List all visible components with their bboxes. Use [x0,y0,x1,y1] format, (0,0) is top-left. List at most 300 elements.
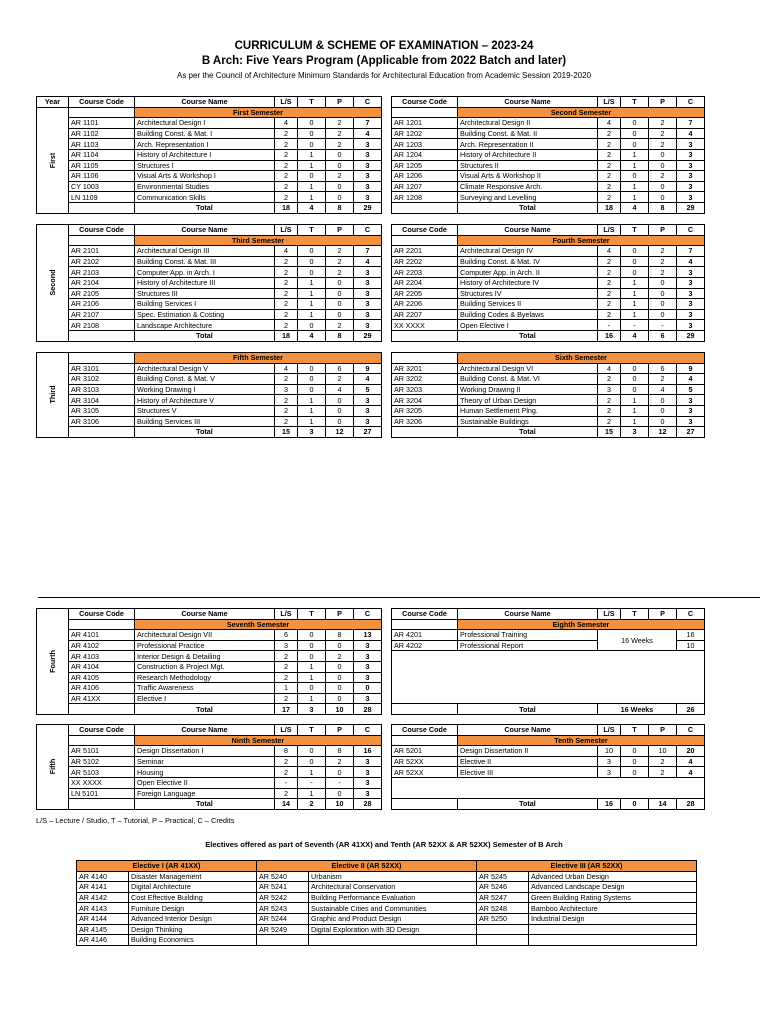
credit-cell: 3 [677,416,705,427]
credit-cell: 2 [275,149,298,160]
credit-cell: 0 [621,171,649,182]
empty-cell [392,427,458,438]
credit-cell: - [598,320,621,331]
empty-cell [392,788,705,799]
table-row [37,309,705,320]
table-row [37,171,705,182]
table-row [37,788,705,799]
course-name: Structures II [458,160,598,171]
gap-cell [382,416,392,427]
table-row [77,924,697,935]
credit-cell: 0 [298,267,326,278]
course-code: AR 4202 [392,640,458,651]
column-header: Course Name [135,97,275,108]
credit-cell: 4 [677,767,705,778]
course-code: AR 1203 [392,139,458,150]
column-header: Course Name [458,225,598,236]
credit-cell: 0 [326,181,354,192]
gap-cell [382,683,392,694]
gap-cell [382,160,392,171]
empty-cell [69,704,135,715]
total-value: 3 [621,427,649,438]
credit-cell: 1 [298,693,326,704]
gap-cell [382,149,392,160]
table-row [37,661,705,672]
credit-cell: 0 [621,246,649,257]
credit-cell: 0 [298,256,326,267]
credit-cell: 2 [275,309,298,320]
column-header: Course Code [392,725,458,736]
credit-cell: 0 [326,192,354,203]
course-name: Architectural Design I [135,118,275,129]
credit-cell: 2 [598,416,621,427]
credit-cell: 1 [298,767,326,778]
credit-cell: 3 [354,299,382,310]
credit-cell: 0 [298,118,326,129]
total-value: 4 [621,202,649,213]
course-code: AR 1105 [69,160,135,171]
credit-cell: 0 [326,416,354,427]
course-name: Building Const. & Mat. VI [458,374,598,385]
table-row [37,630,705,641]
course-name: Spec. Estimation & Costing [135,309,275,320]
credit-cell: 2 [598,128,621,139]
credit-cell: 1 [621,181,649,192]
credit-cell: 2 [275,160,298,171]
credit-cell: 3 [354,160,382,171]
empty-cell [69,353,135,364]
elective-code: AR 4144 [77,913,129,924]
elective-name: Digital Architecture [129,882,257,893]
credit-cell: 3 [598,767,621,778]
credit-cell: 0 [326,160,354,171]
total-value: 3 [298,704,326,715]
elective-code: AR 4143 [77,903,129,914]
elective-group-header: Elective III (AR 52XX) [477,861,697,872]
total-label: Total [458,704,598,715]
table-row [37,118,705,129]
credit-cell: 3 [354,405,382,416]
course-code: AR 4105 [69,672,135,683]
empty-cell [392,799,458,810]
credit-cell: 2 [275,374,298,385]
empty-cell [392,704,458,715]
total-value: 6 [649,330,677,341]
total-label: Total [458,330,598,341]
table-row [77,903,697,914]
credit-cell: 4 [354,256,382,267]
column-header: Course Code [392,97,458,108]
empty-cell [392,330,458,341]
column-header: P [326,725,354,736]
gap-cell [382,756,392,767]
total-value: 8 [649,202,677,213]
gap-cell [382,309,392,320]
total-value: 28 [354,799,382,810]
credit-cell: 2 [275,288,298,299]
credit-cell: 7 [354,118,382,129]
semester-title: First Semester [135,107,382,118]
credit-cell: 2 [326,128,354,139]
credit-cell: 2 [326,651,354,662]
column-header: L/S [598,225,621,236]
credit-cell: 1 [298,277,326,288]
total-value: 29 [677,330,705,341]
gap-cell [382,171,392,182]
credit-cell: 0 [326,309,354,320]
year-label: Third [48,385,57,404]
empty-cell [69,107,135,118]
credit-cell: 2 [598,277,621,288]
course-name: Professional Training [458,630,598,641]
course-name: Building Const. & Mat. III [135,256,275,267]
column-header: C [354,225,382,236]
credit-cell: 2 [275,416,298,427]
total-row [37,427,705,438]
course-name: Structures IV [458,288,598,299]
table-row [37,128,705,139]
credit-cell: 1 [621,277,649,288]
course-name: Building Const. & Mat. I [135,128,275,139]
column-header: T [621,225,649,236]
year-cell [37,609,69,715]
credit-cell: 0 [326,693,354,704]
credit-cell: 0 [326,405,354,416]
credit-cell: 2 [275,395,298,406]
gap-cell [382,246,392,257]
weeks-cell: 16 Weeks [598,630,677,651]
gap-cell [382,267,392,278]
course-name: Building Const. & Mat. V [135,374,275,385]
gap-cell [382,118,392,129]
credit-cell: 3 [354,171,382,182]
credit-cell: 3 [677,288,705,299]
credit-cell: 2 [275,267,298,278]
table-row [37,299,705,310]
elective-group-header: Elective I (AR 41XX) [77,861,257,872]
credit-cell: 2 [275,171,298,182]
credit-cell: 2 [649,118,677,129]
credit-cell: 4 [598,363,621,374]
table-row [37,320,705,331]
table-row [37,746,705,757]
credit-cell: 1 [298,309,326,320]
elective-name: Advanced Interior Design [129,913,257,924]
course-code: AR 3201 [392,363,458,374]
credit-cell: 2 [598,160,621,171]
total-label: Total [135,427,275,438]
credit-cell: 0 [326,299,354,310]
credit-cell: 1 [298,405,326,416]
credit-cell: 0 [621,139,649,150]
elective-name: Design Thinking [129,924,257,935]
credit-cell: 0 [649,181,677,192]
course-name: Human Settlement Plng. [458,405,598,416]
credit-cell: 3 [275,384,298,395]
credit-cell: 0 [326,277,354,288]
credit-cell: 2 [275,299,298,310]
credit-cell: 2 [275,256,298,267]
credit-cell: 1 [298,788,326,799]
column-header: Course Name [458,725,598,736]
table-row [37,288,705,299]
credit-cell: 0 [649,309,677,320]
course-name: Sustainable Buildings [458,416,598,427]
column-header: Course Name [135,225,275,236]
empty-cell [392,651,705,662]
credit-cell: 0 [621,767,649,778]
total-value: 27 [677,427,705,438]
credit-cell: 0 [298,630,326,641]
credit-cell: 3 [677,267,705,278]
course-name: Seminar [135,756,275,767]
gap-cell [382,181,392,192]
course-code: AR 4201 [392,630,458,641]
total-value: 15 [275,427,298,438]
credit-cell: 0 [649,288,677,299]
course-name: Arch. Representation II [458,139,598,150]
gap-cell [382,609,392,620]
column-header: Course Code [69,609,135,620]
credit-cell: 2 [326,320,354,331]
year-header: Year [37,97,69,108]
column-header: T [298,609,326,620]
course-code: AR 3206 [392,416,458,427]
credit-cell: 3 [354,288,382,299]
credit-cell: 5 [677,384,705,395]
column-header: T [298,225,326,236]
table-row [77,935,697,946]
total-row [37,799,705,810]
elective-code: AR 5240 [257,871,309,882]
total-value: 29 [677,202,705,213]
course-name: Climate Responsive Arch. [458,181,598,192]
credit-cell: 0 [621,363,649,374]
course-name: Open Elective II [135,777,275,788]
credit-cell: 0 [326,767,354,778]
credit-cell: 4 [354,128,382,139]
credit-cell: 3 [354,767,382,778]
course-code: AR 3103 [69,384,135,395]
credit-cell: 3 [354,756,382,767]
course-code: CY 1003 [69,181,135,192]
gap-cell [382,128,392,139]
empty-cell [392,661,705,672]
semester-table [36,724,705,810]
credit-cell: 10 [677,640,705,651]
total-value: 4 [298,330,326,341]
credit-cell: 2 [649,139,677,150]
semester-title: Second Semester [458,107,705,118]
credit-cell: 0 [298,640,326,651]
course-name: Working Drawing I [135,384,275,395]
column-header: L/S [275,225,298,236]
year-cell [37,107,69,213]
table-row [37,139,705,150]
elective-name: Architectural Conservation [309,882,477,893]
course-name: Interior Design & Detailing [135,651,275,662]
credit-cell: 3 [677,405,705,416]
credit-cell: 2 [275,767,298,778]
column-header: Course Code [392,225,458,236]
column-header: L/S [275,609,298,620]
column-header: Course Name [458,97,598,108]
credit-cell: 1 [621,416,649,427]
total-value: 17 [275,704,298,715]
credit-cell: 2 [649,128,677,139]
credit-cell: 2 [275,672,298,683]
credit-cell: 2 [649,256,677,267]
credit-cell: 7 [677,246,705,257]
credit-cell: 3 [677,149,705,160]
credit-cell: 1 [298,299,326,310]
page-caption: As per the Council of Architecture Minimum Standards for Architectural Education from Academic Session 2019-2020 [177,71,591,80]
credit-cell: 4 [275,363,298,374]
gap-cell [382,363,392,374]
semester-title: Tenth Semester [458,735,705,746]
course-code: AR 3102 [69,374,135,385]
gap-cell [382,330,392,341]
table-row [37,267,705,278]
empty-cell [392,672,705,683]
course-code: AR 3203 [392,384,458,395]
credit-cell: 2 [275,139,298,150]
credit-cell: 3 [354,277,382,288]
empty-cell [69,427,135,438]
year-label: Fourth [48,650,57,673]
credit-cell: 1 [621,149,649,160]
course-code: XX XXXX [69,777,135,788]
credit-cell: 2 [598,288,621,299]
credit-cell: 1 [298,288,326,299]
credit-cell: 0 [326,661,354,672]
credit-cell: 3 [677,299,705,310]
credit-cell: 9 [354,363,382,374]
course-code: AR 4101 [69,630,135,641]
total-value: 3 [298,427,326,438]
credit-cell: 2 [326,118,354,129]
course-code: AR 1106 [69,171,135,182]
electives-table [76,860,697,946]
credit-cell: 0 [326,640,354,651]
credit-cell: 2 [649,756,677,767]
credit-cell: 1 [298,181,326,192]
credit-cell: 1 [298,149,326,160]
course-code: AR 2101 [69,246,135,257]
page-subtitle: B Arch: Five Years Program (Applicable from 2022 Batch and later) [201,55,567,67]
credit-cell: 4 [677,756,705,767]
gap-cell [382,640,392,651]
credit-cell: 2 [275,693,298,704]
total-value: 8 [326,202,354,213]
elective-name: Bamboo Architecture [529,903,697,914]
course-code: AR 1101 [69,118,135,129]
column-header: P [326,225,354,236]
total-label: Total [135,799,275,810]
credit-cell: 4 [275,118,298,129]
table-row [77,913,697,924]
credit-cell: 2 [275,320,298,331]
credit-cell: 1 [298,661,326,672]
credit-cell: 2 [598,256,621,267]
course-code: AR 2205 [392,288,458,299]
gap-cell [382,395,392,406]
elective-code: AR 5248 [477,903,529,914]
course-code: AR 3204 [392,395,458,406]
elective-name: Building Performance Evaluation [309,892,477,903]
credit-cell: 2 [275,181,298,192]
course-name: Computer App. in Arch. I [135,267,275,278]
elective-code: AR 4146 [77,935,129,946]
column-header: Course Code [69,97,135,108]
elective-name: Building Economics [129,935,257,946]
credit-cell: 0 [649,416,677,427]
semester-title: Sixth Semester [458,353,705,364]
total-value: 4 [298,202,326,213]
credit-cell: 1 [621,309,649,320]
total-value: 28 [677,799,705,810]
table-row [37,693,705,704]
elective-name [529,935,697,946]
empty-cell [69,799,135,810]
year-cell [37,353,69,438]
credit-cell: 0 [298,746,326,757]
gap-cell [382,235,392,246]
credit-cell: 8 [326,630,354,641]
course-name: History of Architecture I [135,149,275,160]
credit-cell: 3 [354,661,382,672]
credit-cell: 2 [598,171,621,182]
elective-name: Urbanism [309,871,477,882]
total-label: Total [135,202,275,213]
total-value: 18 [598,202,621,213]
gap-cell [382,405,392,416]
credit-cell: 0 [326,149,354,160]
credit-cell: 3 [677,171,705,182]
credit-cell: 10 [598,746,621,757]
total-row [37,330,705,341]
empty-cell [392,353,458,364]
course-code: AR 2106 [69,299,135,310]
credit-cell: 2 [326,246,354,257]
gap-cell [382,139,392,150]
course-name: Architectural Design VII [135,630,275,641]
elective-code: AR 5241 [257,882,309,893]
credit-cell: 0 [298,128,326,139]
elective-name: Graphic and Product Design [309,913,477,924]
elective-name [529,924,697,935]
gap-cell [382,427,392,438]
column-header: P [649,97,677,108]
total-value: 10 [326,799,354,810]
total-label: Total [135,330,275,341]
course-name: Design Dissertation I [135,746,275,757]
course-name: Building Const. & Mat. II [458,128,598,139]
credit-cell: 0 [621,756,649,767]
course-name: Communication Skills [135,192,275,203]
credit-cell: 3 [354,693,382,704]
course-code: LN 1109 [69,192,135,203]
credit-cell: 2 [598,139,621,150]
credit-cell: 0 [649,395,677,406]
credit-cell: 2 [598,309,621,320]
gap-cell [382,192,392,203]
credit-cell: 2 [598,149,621,160]
gap-cell [382,619,392,630]
course-code: AR 2201 [392,246,458,257]
semester-table [36,224,705,342]
empty-cell [69,330,135,341]
